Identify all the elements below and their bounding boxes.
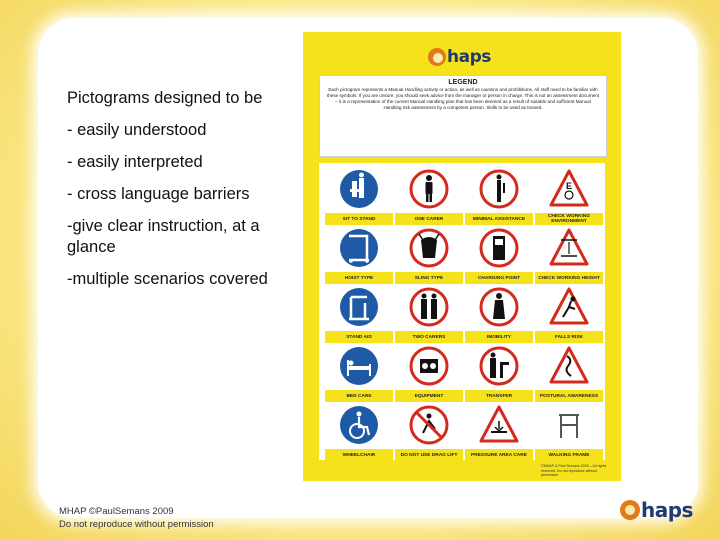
wheelchair-icon xyxy=(339,405,379,445)
walking-frame-icon xyxy=(549,405,589,445)
poster-logo-text: haps xyxy=(447,47,491,67)
pictogram-grid xyxy=(319,163,605,460)
pictogram-cell xyxy=(325,226,393,292)
pictogram-label: STAND AID xyxy=(325,331,393,343)
minimal-assistance-icon xyxy=(479,169,519,209)
pictogram-cell xyxy=(395,167,463,233)
pictogram-label: TWO CARERS xyxy=(395,331,463,343)
pictogram-cell xyxy=(535,344,603,410)
pictogram-label: IMOBILITY xyxy=(465,331,533,343)
pictogram-label: BED CARE xyxy=(325,390,393,402)
bullet-list xyxy=(67,88,287,301)
pictogram-poster xyxy=(303,32,621,481)
pictogram-label: HOIST TYPE xyxy=(325,272,393,284)
pictogram-cell xyxy=(465,403,533,469)
transfer-icon xyxy=(479,346,519,386)
corner-logo-text: haps xyxy=(641,498,693,522)
equipment-icon xyxy=(409,346,449,386)
pictogram-cell xyxy=(325,285,393,351)
svg-text:E: E xyxy=(565,181,573,191)
pictogram-cell xyxy=(535,403,603,469)
poster-logo xyxy=(428,44,491,70)
legend-title: LEGEND xyxy=(448,79,478,86)
hoist-icon xyxy=(339,228,379,268)
logo-mark-icon xyxy=(428,48,446,66)
pictogram-label: DO NOT USE DRAG LIFT xyxy=(395,449,463,461)
postural-awareness-icon xyxy=(549,346,589,386)
pictogram-cell xyxy=(395,403,463,469)
one-carer-icon xyxy=(409,169,449,209)
pictogram-label: ONE CARER xyxy=(395,213,463,225)
footer-permission: Do not reproduce without permission xyxy=(59,519,214,530)
pictogram-label: TRANSFER xyxy=(465,390,533,402)
pictogram-label: POSTURAL AWARENESS xyxy=(535,390,603,402)
poster-copyright-note: ©MHAP & Paul Semans 2009 – All rights reserved. Do not reproduce without permission xyxy=(541,464,607,477)
pictogram-cell xyxy=(325,167,393,233)
pictogram-cell xyxy=(465,344,533,410)
working-height-icon xyxy=(549,228,589,268)
bullet-multiple-scenarios: -multiple scenarios covered xyxy=(67,270,268,288)
pictogram-cell xyxy=(395,285,463,351)
bed-care-icon xyxy=(339,346,379,386)
pictogram-label: CHECK WORKING ENVIRONMENT xyxy=(535,213,603,225)
footer xyxy=(59,505,214,531)
bullet-intro: Pictograms designed to be xyxy=(67,89,263,107)
pictogram-cell xyxy=(325,344,393,410)
legend-box xyxy=(319,75,607,157)
pictogram-label: WALKING FRAME xyxy=(535,449,603,461)
pictogram-label: SIT TO STAND xyxy=(325,213,393,225)
two-carers-icon xyxy=(409,287,449,327)
pictogram-label: CHECK WORKING HEIGHT xyxy=(535,272,603,284)
pictogram-cell xyxy=(535,226,603,292)
pictogram-cell xyxy=(535,285,603,351)
sling-icon xyxy=(409,228,449,268)
footer-copyright: MHAP ©PaulSemans 2009 xyxy=(59,506,174,517)
environment-warning-icon xyxy=(549,169,589,209)
falls-risk-icon xyxy=(549,287,589,327)
bullet-clear-instruction: -give clear instruction, at a glance xyxy=(67,217,260,256)
logo-mark-icon xyxy=(620,500,640,520)
pictogram-cell xyxy=(395,344,463,410)
pictogram-label: WHEELCHAIR xyxy=(325,449,393,461)
stand-aid-icon xyxy=(339,287,379,327)
pictogram-cell xyxy=(465,167,533,233)
pictogram-cell xyxy=(465,226,533,292)
bullet-interpreted: - easily interpreted xyxy=(67,153,203,171)
legend-text: Each pictogram represents a Manual Handling activity or action, as well as cautions and prohibitions. All staff need to be familiar with these symbols. If you are unsure, you should seek advice from the manager or person in charge. This is not an assessment document – it is a representation of the current Manual Handling plan that has been deemed as a result of suitable and sufficient Manual Handling risk assessment by a competent person. Skills to be used as trained. xyxy=(326,87,600,110)
bullet-cross-language: - cross language barriers xyxy=(67,185,250,203)
pictogram-label: CHARGING POINT xyxy=(465,272,533,284)
pictogram-cell xyxy=(395,226,463,292)
no-drag-lift-icon xyxy=(409,405,449,445)
pictogram-label: PRESSURE AREA CARE xyxy=(465,449,533,461)
charging-point-icon xyxy=(479,228,519,268)
pictogram-label: SLING TYPE xyxy=(395,272,463,284)
pictogram-label: MINIMAL ASSISTANCE xyxy=(465,213,533,225)
immobility-icon xyxy=(479,287,519,327)
pressure-area-icon xyxy=(479,405,519,445)
pictogram-label: FALLS RISK xyxy=(535,331,603,343)
sit-to-stand-icon xyxy=(339,169,379,209)
pictogram-cell xyxy=(465,285,533,351)
corner-logo xyxy=(620,498,693,522)
bullet-understood: - easily understood xyxy=(67,121,207,139)
pictogram-label: EQUIPMENT xyxy=(395,390,463,402)
pictogram-cell xyxy=(325,403,393,469)
pictogram-cell xyxy=(535,167,603,233)
